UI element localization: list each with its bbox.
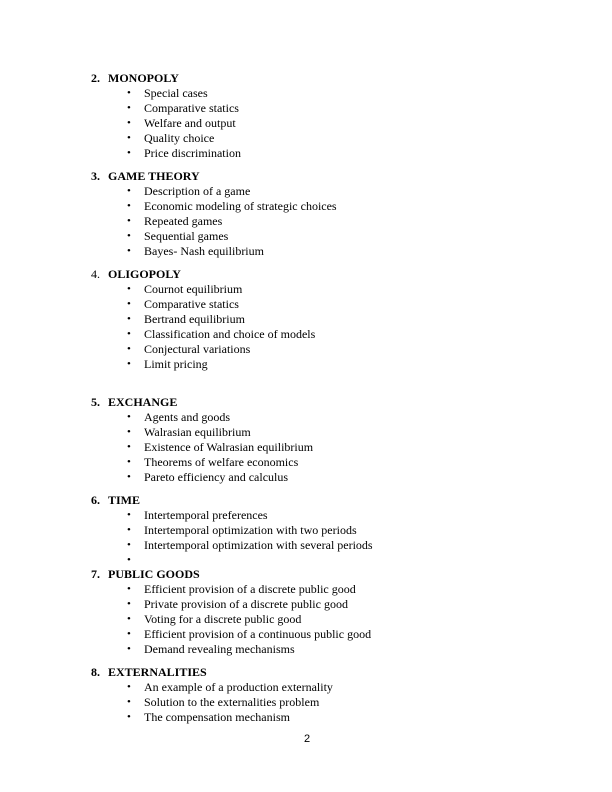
list-item [0, 244, 612, 259]
section-monopoly [0, 71, 612, 161]
section-time [0, 493, 612, 568]
list-item-text: Special cases [144, 86, 208, 100]
list-item-text: Walrasian equilibrium [144, 425, 251, 439]
bullet-icon: • [127, 598, 131, 610]
bullet-icon: • [127, 411, 131, 423]
list-item-text: Pareto efficiency and calculus [144, 470, 289, 484]
list-item [0, 342, 612, 357]
section-number: 7. [91, 567, 100, 581]
list-item-text: Comparative statics [144, 101, 239, 115]
section-number: 5. [91, 395, 100, 409]
list-item-text: Intertemporal optimization with two periods [144, 523, 357, 537]
list-item-text: Price discrimination [144, 146, 241, 160]
bullet-icon: • [127, 200, 131, 212]
section-externalities [0, 665, 612, 725]
list-item-text: Private provision of a discrete public good [144, 597, 348, 611]
list-item [0, 455, 612, 470]
list-item [0, 410, 612, 425]
bullet-icon: • [127, 358, 131, 370]
bullet-icon: • [127, 711, 131, 723]
list-item [0, 440, 612, 455]
list-item [0, 553, 612, 568]
list-item-text: Sequential games [144, 229, 229, 243]
list-item-text: Conjectural variations [144, 342, 251, 356]
list-item [0, 327, 612, 342]
list-item-text: Bayes- Nash equilibrium [144, 244, 264, 258]
bullet-icon: • [127, 524, 131, 536]
section-title: EXTERNALITIES [108, 665, 207, 679]
list-item-text: Solution to the externalities problem [144, 695, 320, 709]
bullet-icon: • [127, 509, 131, 521]
bullet-list [0, 582, 612, 657]
list-item [0, 86, 612, 101]
list-item-text: Agents and goods [144, 410, 230, 424]
bullet-icon: • [127, 245, 131, 257]
list-item-text: Economic modeling of strategic choices [144, 199, 337, 213]
bullet-icon: • [127, 117, 131, 129]
bullet-icon: • [127, 132, 131, 144]
list-item [0, 199, 612, 214]
list-item-text: Classification and choice of models [144, 327, 316, 341]
list-item [0, 297, 612, 312]
list-item-text: Existence of Walrasian equilibrium [144, 440, 314, 454]
section-number: 3. [91, 169, 100, 183]
bullet-list [0, 508, 612, 568]
list-item-text: Voting for a discrete public good [144, 612, 302, 626]
list-item [0, 131, 612, 146]
bullet-icon: • [127, 215, 131, 227]
list-item-text: Comparative statics [144, 297, 239, 311]
list-item [0, 597, 612, 612]
list-item [0, 425, 612, 440]
section-number: 4. [91, 267, 100, 281]
section-title: OLIGOPOLY [108, 267, 181, 281]
document-body [0, 71, 612, 725]
bullet-icon: • [127, 471, 131, 483]
list-item [0, 642, 612, 657]
list-item-text: Intertemporal preferences [144, 508, 268, 522]
bullet-icon: • [127, 313, 131, 325]
bullet-icon: • [127, 456, 131, 468]
bullet-list [0, 86, 612, 161]
list-item [0, 101, 612, 116]
section-heading [0, 567, 612, 582]
section-title: GAME THEORY [108, 169, 200, 183]
list-item [0, 523, 612, 538]
section-heading [0, 267, 612, 282]
bullet-icon: • [127, 185, 131, 197]
bullet-list [0, 680, 612, 725]
section-heading [0, 71, 612, 86]
list-item [0, 214, 612, 229]
section-number: 2. [91, 71, 100, 85]
section-oligopoly [0, 267, 612, 372]
list-item [0, 357, 612, 372]
section-exchange [0, 395, 612, 485]
bullet-icon: • [127, 283, 131, 295]
bullet-icon: • [127, 696, 131, 708]
list-item [0, 146, 612, 161]
bullet-icon: • [127, 102, 131, 114]
section-heading [0, 395, 612, 410]
bullet-list [0, 282, 612, 372]
list-item [0, 229, 612, 244]
bullet-icon: • [127, 230, 131, 242]
section-number: 6. [91, 493, 100, 507]
list-item [0, 538, 612, 553]
bullet-icon: • [127, 681, 131, 693]
bullet-icon: • [127, 298, 131, 310]
page-number: 2 [303, 733, 311, 745]
bullet-icon: • [127, 583, 131, 595]
list-item [0, 470, 612, 485]
list-item-text: The compensation mechanism [144, 710, 290, 724]
section-game-theory [0, 169, 612, 259]
list-item [0, 612, 612, 627]
bullet-icon: • [127, 426, 131, 438]
section-heading [0, 493, 612, 508]
list-item [0, 508, 612, 523]
list-item [0, 282, 612, 297]
section-title: MONOPOLY [108, 71, 179, 85]
section-title: TIME [108, 493, 141, 507]
list-item [0, 582, 612, 597]
list-item [0, 710, 612, 725]
bullet-icon: • [127, 554, 131, 566]
section-title: EXCHANGE [108, 395, 178, 409]
list-item [0, 680, 612, 695]
list-item-text: Bertrand equilibrium [144, 312, 245, 326]
list-item [0, 312, 612, 327]
section-public-goods [0, 567, 612, 657]
list-item-text: Intertemporal optimization with several periods [144, 538, 373, 552]
list-item-text: Efficient provision of a discrete public good [144, 582, 356, 596]
bullet-icon: • [127, 628, 131, 640]
bullet-icon: • [127, 613, 131, 625]
section-number: 8. [91, 665, 100, 679]
list-item [0, 627, 612, 642]
list-item-text: Theorems of welfare economics [144, 455, 299, 469]
list-item [0, 116, 612, 131]
list-item-text: Repeated games [144, 214, 223, 228]
list-item [0, 184, 612, 199]
bullet-icon: • [127, 441, 131, 453]
bullet-icon: • [127, 539, 131, 551]
bullet-icon: • [127, 328, 131, 340]
list-item-text: Welfare and output [144, 116, 236, 130]
list-item [0, 695, 612, 710]
bullet-icon: • [127, 643, 131, 655]
section-title: PUBLIC GOODS [108, 567, 200, 581]
list-item-text: Cournot equilibrium [144, 282, 243, 296]
bullet-icon: • [127, 87, 131, 99]
bullet-icon: • [127, 147, 131, 159]
list-item-text: Demand revealing mechanisms [144, 642, 295, 656]
list-item-text: An example of a production externality [144, 680, 333, 694]
section-heading [0, 169, 612, 184]
list-item-text: Description of a game [144, 184, 251, 198]
list-item-text: Quality choice [144, 131, 215, 145]
bullet-list [0, 410, 612, 485]
list-item-text: Efficient provision of a continuous public good [144, 627, 372, 641]
bullet-icon: • [127, 343, 131, 355]
bullet-list [0, 184, 612, 259]
section-heading [0, 665, 612, 680]
list-item-text: Limit pricing [144, 357, 208, 371]
